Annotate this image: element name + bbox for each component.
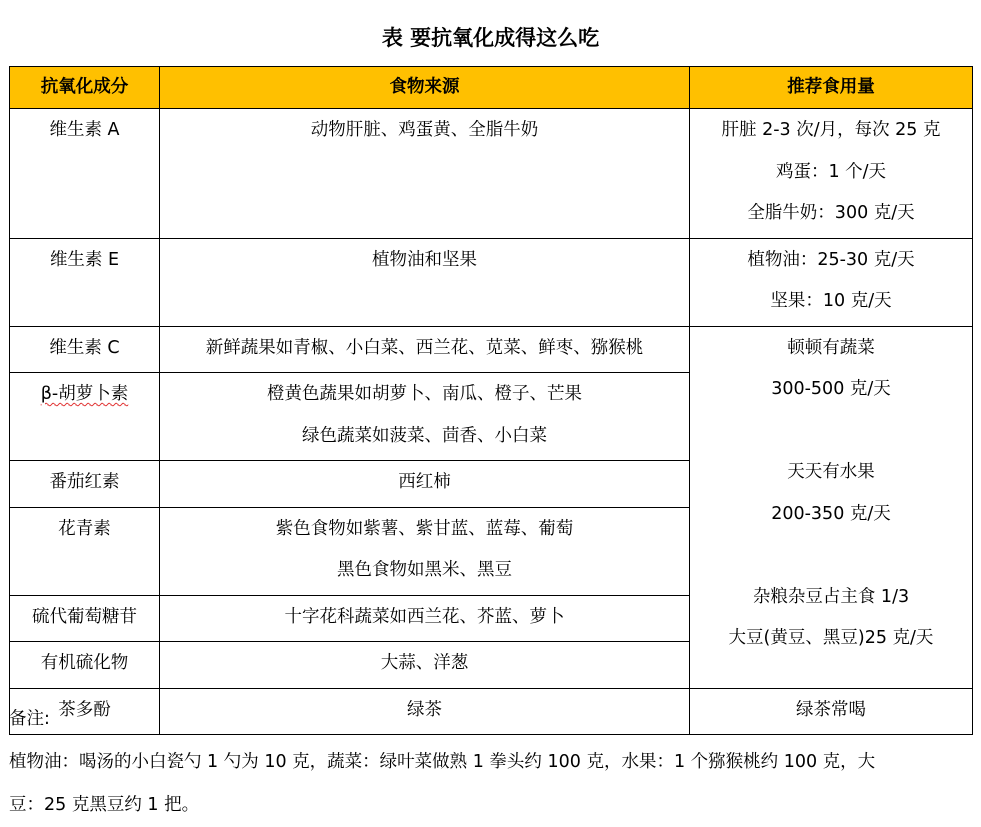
table-row xyxy=(10,326,973,373)
sources-cell: 植物油和坚果 xyxy=(160,238,690,326)
notes-text-line-1: 植物油：喝汤的小白瓷勺 1 勺为 10 克，蔬菜：绿叶菜做熟 1 拳头约 100 克，水果：1 个猕猴桃约 100 克，大 xyxy=(9,752,876,772)
sources-cell: 橙黄色蔬果如胡萝卜、南瓜、橙子、芒果 绿色蔬菜如菠菜、茴香、小白菜 xyxy=(160,373,690,461)
table-row xyxy=(10,238,973,326)
sources-cell: 西红柿 xyxy=(160,461,690,508)
notes-section xyxy=(9,698,974,827)
component-cell: 花青素 xyxy=(10,507,160,595)
merged-amount-cell: 顿顿有蔬菜 300-500 克/天 天天有水果 200-350 克/天 杂粮杂豆占主食 1/3 大豆(黄豆、黑豆)25 克/天 xyxy=(690,326,973,688)
component-cell: 维生素 A xyxy=(10,109,160,239)
sources-cell: 紫色食物如紫薯、紫甘蓝、蓝莓、葡萄 黑色食物如黑米、黑豆 xyxy=(160,507,690,595)
sources-cell: 十字花科蔬菜如西兰花、芥蓝、萝卜 xyxy=(160,595,690,642)
header-sources: 食物来源 xyxy=(160,67,690,109)
table-row xyxy=(10,109,973,239)
component-cell: 硫代葡萄糖苷 xyxy=(10,595,160,642)
component-cell: β-胡萝卜素 xyxy=(10,373,160,461)
amount-cell: 植物油：25-30 克/天 坚果：10 克/天 xyxy=(690,238,973,326)
antioxidant-table xyxy=(9,66,973,735)
amount-cell: 绿茶常喝 xyxy=(690,688,973,735)
header-component: 抗氧化成分 xyxy=(10,67,160,109)
component-cell: 番茄红素 xyxy=(10,461,160,508)
header-amount: 推荐食用量 xyxy=(690,67,973,109)
component-cell: 维生素 E xyxy=(10,238,160,326)
table-header-row xyxy=(10,67,973,109)
amount-cell: 肝脏 2-3 次/月，每次 25 克 鸡蛋：1 个/天 全脂牛奶：300 克/天 xyxy=(690,109,973,239)
sources-cell: 绿茶 xyxy=(160,688,690,735)
notes-text-line-2: 豆：25 克黑豆约 1 把。 xyxy=(9,795,200,815)
component-cell: 茶多酚 xyxy=(10,688,160,735)
notes-label: 备注: xyxy=(9,709,50,729)
component-cell: 有机硫化物 xyxy=(10,642,160,689)
component-cell: 维生素 C xyxy=(10,326,160,373)
page-title: 表 要抗氧化成得这么吃 xyxy=(381,26,600,50)
sources-cell: 新鲜蔬果如青椒、小白菜、西兰花、苋菜、鲜枣、猕猴桃 xyxy=(160,326,690,373)
sources-cell: 动物肝脏、鸡蛋黄、全脂牛奶 xyxy=(160,109,690,239)
sources-cell: 大蒜、洋葱 xyxy=(160,642,690,689)
